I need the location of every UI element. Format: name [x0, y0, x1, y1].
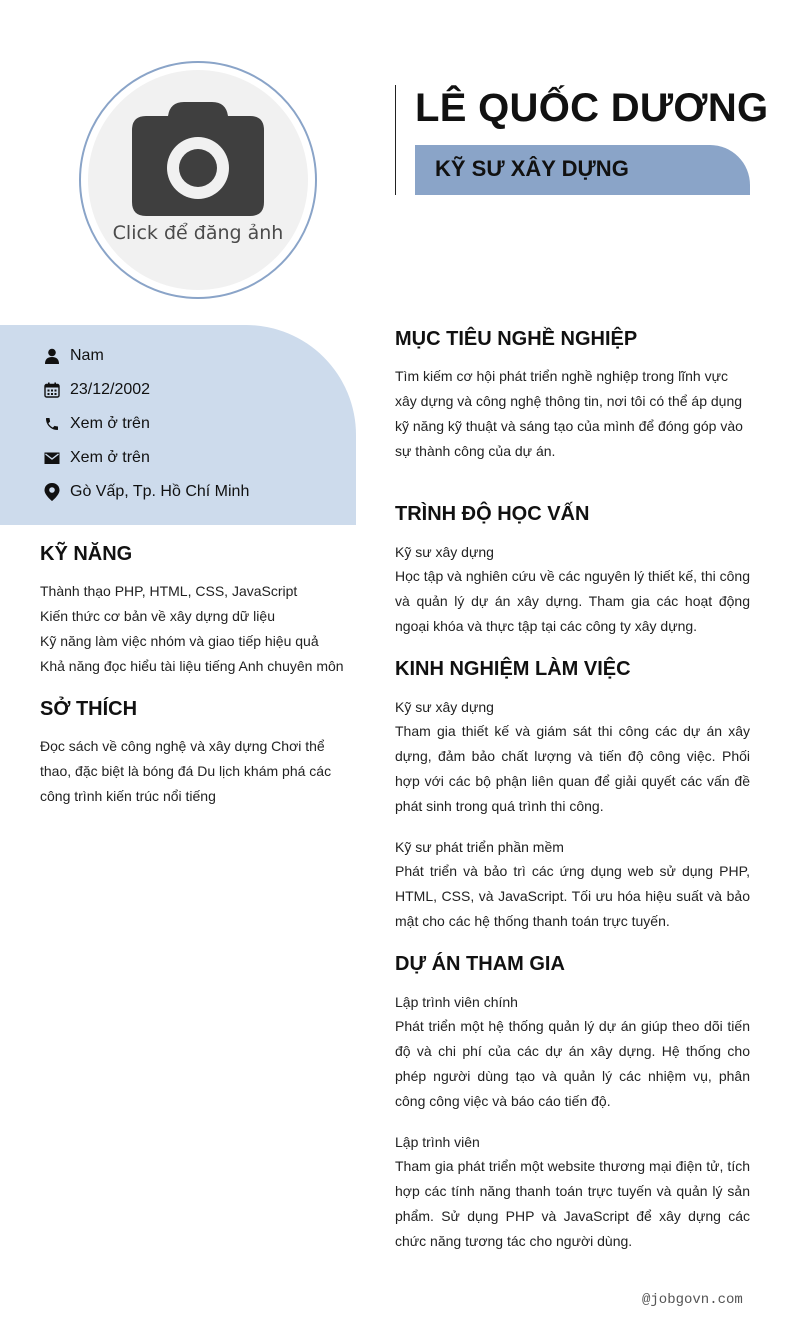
address-value: Gò Vấp, Tp. Hồ Chí Minh: [70, 483, 250, 500]
candidate-name: LÊ QUỐC DƯƠNG: [415, 86, 769, 130]
hobbies-text: Đọc sách về công nghệ và xây dựng Chơi thể thao, đặc biệt là bóng đá Du lịch khám phá các công trình kiến trúc nổi tiếng: [40, 738, 332, 804]
project-text: Phát triển một hệ thống quản lý dự án giúp theo dõi tiến độ và chi phí của các dự án xây dựng. Hệ thống cho phép người dùng tạo và quản lý các nhiệm vụ, phân công công việc và báo cáo tiến độ.: [395, 1018, 750, 1109]
header-divider: [395, 85, 396, 195]
email-value: Xem ở trên: [70, 449, 150, 466]
candidate-role: KỸ SƯ XÂY DỰNG: [435, 156, 629, 181]
experience-title: KINH NGHIỆM LÀM VIỆC: [395, 658, 631, 680]
gender-value: Nam: [70, 347, 104, 364]
skill-item: Kiến thức cơ bản về xây dựng dữ liệu: [40, 608, 275, 624]
education-text: Học tập và nghiên cứu về các nguyên lý thiết kế, thi công và quản lý dự án xây dựng. Tham gia các hoạt động ngoại khóa và thực tập tại các công ty xây dựng.: [395, 568, 750, 634]
contact-email: [42, 446, 150, 470]
experience-text: Tham gia thiết kế và giám sát thi công các dự án xây dựng, đảm bảo chất lượng và tiến độ công việc. Phối hợp với các bộ phận liên quan để giải quyết các vấn đề phát sinh trong quá trình thi công.: [395, 723, 750, 814]
contact-phone: [42, 412, 150, 436]
birthday-value: 23/12/2002: [70, 381, 151, 398]
skill-item: Khả năng đọc hiểu tài liệu tiếng Anh chuyên môn: [40, 658, 344, 674]
location-pin-icon: [42, 482, 62, 502]
skill-item: Kỹ năng làm việc nhóm và giao tiếp hiệu quả: [40, 633, 319, 649]
project-text: Tham gia phát triển một website thương mại điện tử, tích hợp các tính năng thanh toán trực tuyến và quản lý sản phẩm. Sử dụng PHP và JavaScript để xây dựng các chức năng tương tác cho người dùng.: [395, 1158, 750, 1249]
experience-position: Kỹ sư xây dựng: [395, 699, 494, 715]
phone-icon: [42, 414, 62, 434]
footer-watermark: @jobgovn.com: [642, 1292, 743, 1308]
experience-position: Kỹ sư phát triển phần mềm: [395, 839, 564, 855]
contact-gender: [42, 344, 104, 368]
projects-title: DỰ ÁN THAM GIA: [395, 953, 565, 975]
camera-icon: [132, 102, 264, 216]
role-banner: [415, 145, 750, 195]
mail-icon: [42, 448, 62, 468]
experience-text: Phát triển và bảo trì các ứng dụng web sử dụng PHP, HTML, CSS, và JavaScript. Tối ưu hóa hiệu suất và bảo mật cho các hệ thống thanh toán trực tuyến.: [395, 863, 750, 929]
education-degree: Kỹ sư xây dựng: [395, 544, 494, 560]
calendar-icon: [42, 380, 62, 400]
photo-upload[interactable]: [88, 70, 308, 290]
education-title: TRÌNH ĐỘ HỌC VẤN: [395, 503, 590, 525]
skills-title: KỸ NĂNG: [40, 543, 133, 565]
phone-value: Xem ở trên: [70, 415, 150, 432]
contact-birthday: [42, 378, 150, 402]
project-role: Lập trình viên: [395, 1134, 480, 1150]
objective-title: MỤC TIÊU NGHỀ NGHIỆP: [395, 328, 638, 350]
hobbies-title: SỞ THÍCH: [40, 698, 138, 720]
person-icon: [42, 346, 62, 366]
project-role: Lập trình viên chính: [395, 994, 518, 1010]
skill-item: Thành thạo PHP, HTML, CSS, JavaScript: [40, 583, 298, 599]
photo-upload-label: Click để đăng ảnh: [112, 222, 284, 244]
skills-list: [40, 579, 356, 679]
contact-address: [42, 480, 249, 504]
objective-text: Tìm kiếm cơ hội phát triển nghề nghiệp trong lĩnh vực xây dựng và công nghệ thông tin, nơi tôi có thể áp dụng kỹ năng kỹ thuật và sáng tạo của mình để đóng góp vào sự thành công của dự án.: [395, 368, 743, 459]
